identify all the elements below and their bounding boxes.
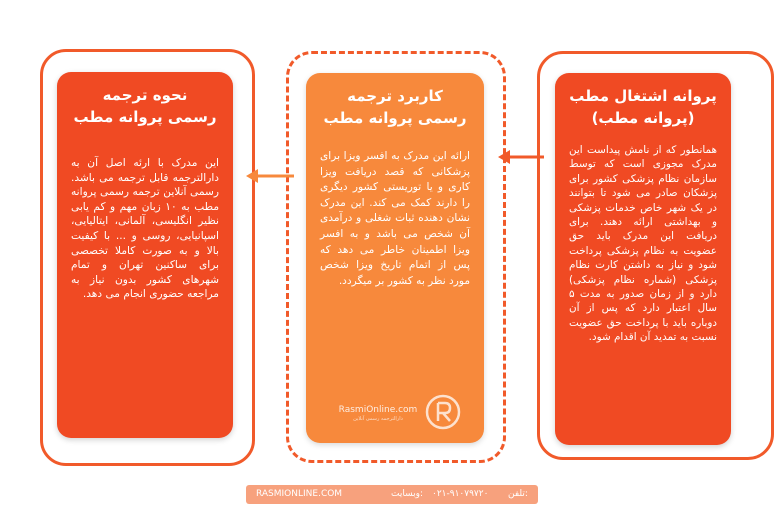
logo-icon bbox=[423, 392, 463, 432]
watermark-tagline: دارالترجمه رسمی آنلاین bbox=[353, 416, 403, 422]
footer-bar bbox=[246, 485, 538, 504]
arrow-middle-to-left-icon bbox=[244, 166, 294, 186]
card-body: همانطور که از نامش پیداست این مدرک مجوزی است که توسط سازمان نظام پزشکی کشور برای پزشکان صادر می شود تا بتوانند در یک شهر خاص خدمات پزشکی و بهداشتی ارائه دهند. برای دریافت این مدرک باید حق عضویت به نظام پزشکی پرداخت شود و نیاز به داشتن کارت نظام پزشکی (شماره نظام پزشکی) دارد و از زمان صدور به مدت ۵ سال اعتبار دارد که پس از آن دوباره باید با پرداخت حق عضویت نسبت به تمدید آن اقدام شود. bbox=[569, 144, 717, 344]
card-translation-method bbox=[57, 72, 233, 438]
footer-phone[interactable]: ۰۲۱-۹۱۰۷۹۷۲۰ bbox=[432, 489, 489, 499]
arrow-right-to-middle-icon bbox=[496, 147, 544, 167]
footer-phone-label: تلفن: bbox=[508, 489, 528, 499]
card-translation-usage bbox=[306, 73, 484, 443]
card-clinic-license bbox=[555, 73, 731, 445]
card-body: ارائه این مدرک به افسر ویزا برای پزشکانی که قصد دریافت ویزا کاری و یا توریستی کشور دیگری را دارند کمک می کند. این مدرک نشان دهنده ثبات شغلی و درآمدی آن شخص می باشد و به افسر ویزا اطمینان خاطر می دهد که پس از اتمام تاریخ ویزا شخص مورد نظر به کشور بر میگردد. bbox=[320, 150, 470, 287]
card-title: کاربرد ترجمه رسمی پروانه مطب bbox=[323, 87, 467, 127]
card-title: نحوه ترجمه رسمی پروانه مطب bbox=[73, 86, 217, 126]
footer-website-label: وبسایت: bbox=[391, 489, 424, 499]
card-body: این مدرک با ارئه اصل آن به دارالترجمه قابل ترجمه می باشد. رسمی آنلاین ترجمه رسمی پروانه مطب به ۱۰ زبان مهم و کم یابی نظیر انگلیسی، آلمانی، ایتالیایی، اسپانیایی، روسی و ... با کیفیت بالا و به صورت کاملا تخصصی برای ساکنین تهران و تمام شهرهای کشور بدون نیاز به مراجعه حضوری انجام می دهد. bbox=[71, 157, 219, 301]
card-title: پروانه اشتغال مطب (پروانه مطب) bbox=[569, 87, 717, 127]
watermark-name: RasmiOnline.com bbox=[338, 405, 418, 415]
footer-website[interactable]: RASMIONLINE.COM bbox=[256, 489, 343, 499]
